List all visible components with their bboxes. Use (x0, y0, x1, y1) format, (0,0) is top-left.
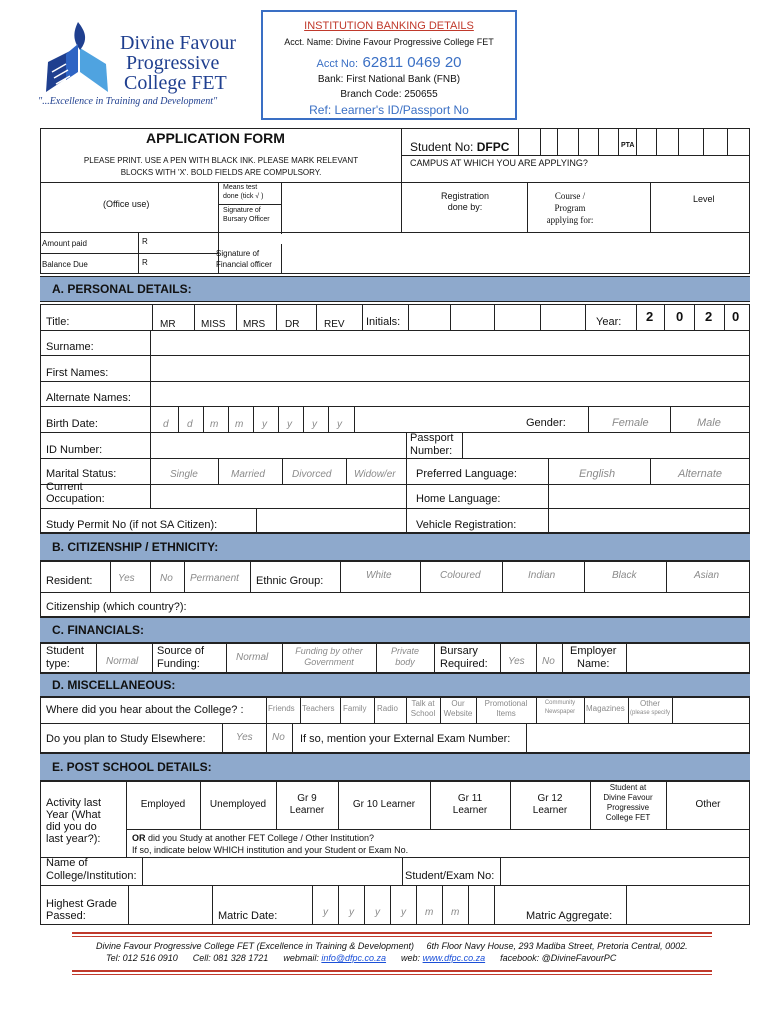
ethnic-white[interactable]: White (366, 570, 392, 581)
employer-label-2: Name: (577, 658, 610, 670)
footer-webmail-link[interactable]: info@dfpc.co.za (321, 953, 387, 963)
hear-other-2[interactable]: (please specify (629, 710, 671, 716)
footer-web-link[interactable]: www.dfpc.co.za (422, 953, 486, 963)
footer-top-rule (72, 932, 712, 934)
means-test-label-2: done (tick √ ) (223, 193, 264, 200)
resident-permanent[interactable]: Permanent (190, 573, 239, 584)
campus-label: CAMPUS AT WHICH YOU ARE APPLYING? (410, 158, 588, 168)
banking-acct-name: Acct. Name: Divine Favour Progressive College FET (284, 37, 494, 47)
year-digit-3[interactable]: 2 (705, 309, 713, 324)
title-option-mrs[interactable]: MRS (243, 319, 266, 330)
balance-due-label: Balance Due (42, 260, 88, 269)
passport-label-2: Number: (410, 445, 453, 457)
bursary-signature-label-2: Bursary Officer (223, 216, 270, 223)
birth-day-1[interactable]: d (163, 419, 169, 430)
birth-month-1[interactable]: m (210, 419, 219, 430)
matric-month-1[interactable]: m (425, 907, 434, 918)
banking-acct-no: 62811 0469 20 (362, 54, 462, 71)
activity-student-at-1[interactable]: Student at (609, 783, 647, 792)
hear-teachers[interactable]: Teachers (302, 704, 335, 713)
ethnic-group-label: Ethnic Group: (256, 575, 324, 587)
or-text: did you Study at another FET College / Other Institution? (145, 833, 374, 843)
student-type-normal[interactable]: Normal (106, 656, 139, 667)
book-flame-icon (36, 14, 126, 104)
year-label: Year: (596, 316, 622, 328)
student-exam-no-input[interactable] (501, 858, 749, 884)
birth-year-4[interactable]: y (337, 419, 342, 430)
hear-talk-2[interactable]: School (410, 709, 436, 718)
matric-year-3[interactable]: y (375, 907, 380, 918)
hear-magazines[interactable]: Magazines (586, 704, 625, 713)
footer-facebook[interactable]: facebook: @DivineFavourPC (500, 953, 617, 963)
bursary-no[interactable]: No (542, 656, 555, 667)
section-misc-title: D. MISCELLANEOUS: (52, 678, 176, 692)
or-bold: OR (132, 833, 146, 843)
activity-label-4: last year?): (46, 833, 101, 845)
activity-gr12-2[interactable]: Learner (532, 805, 568, 816)
matric-year-4[interactable]: y (401, 907, 406, 918)
year-digit-2[interactable]: 0 (676, 309, 684, 324)
birth-day-2[interactable]: d (187, 419, 193, 430)
passport-input[interactable] (463, 433, 749, 458)
title-option-rev[interactable]: REV (324, 319, 345, 330)
banking-acct-no-row (263, 54, 515, 72)
hear-community-1[interactable]: Community (544, 700, 576, 706)
form-instructions-1: PLEASE PRINT. USE A PEN WITH BLACK INK. PLEASE MARK RELEVANT (83, 156, 359, 165)
highest-grade-input[interactable] (129, 886, 211, 924)
birth-year-1[interactable]: y (262, 419, 267, 430)
matric-month-2[interactable]: m (451, 907, 460, 918)
college-name-input[interactable] (143, 858, 401, 884)
activity-student-at-3[interactable]: Progressive (606, 803, 650, 812)
gender-female[interactable]: Female (612, 417, 649, 429)
hear-promo-2[interactable]: Items (496, 709, 516, 718)
footer-line2 (106, 954, 616, 964)
logo-name-line3: College FET (124, 72, 227, 94)
ethnic-black[interactable]: Black (612, 570, 637, 581)
citizenship-label: Citizenship (which country?): (46, 601, 187, 613)
balance-due-r[interactable]: R (142, 258, 148, 267)
exam-number-label: If so, mention your External Exam Number: (300, 733, 511, 745)
matric-year-2[interactable]: y (349, 907, 354, 918)
preferred-language-label: Preferred Language: (416, 468, 517, 480)
funding-private-1[interactable]: Private (390, 646, 419, 656)
college-name-label-1: Name of (46, 857, 88, 869)
if-so-instruction: If so, indicate below WHICH institution and your Student or Exam No. (132, 845, 409, 855)
hear-website-1[interactable]: Our (451, 699, 465, 708)
birth-date-label: Birth Date: (46, 418, 98, 430)
course-label-2: Program (554, 203, 586, 213)
activity-unemployed[interactable]: Unemployed (209, 799, 267, 810)
activity-student-at-2[interactable]: Divine Favour (603, 793, 653, 802)
footer-tel: Tel: 012 516 0910 (106, 953, 178, 963)
passport-label-1: Passport (410, 432, 454, 444)
banking-ref: Ref: Learner's ID/Passport No (309, 103, 469, 117)
activity-label-3: did you do (46, 821, 97, 833)
activity-student-at-4[interactable]: College FET (605, 813, 651, 822)
marital-single[interactable]: Single (170, 469, 198, 480)
section-personal-title: A. PERSONAL DETAILS: (52, 282, 192, 296)
section-financials-title: C. FINANCIALS: (52, 623, 144, 637)
citizenship-input[interactable] (200, 593, 748, 616)
level-label: Level (693, 194, 715, 204)
student-no-label-text: Student No: (410, 140, 474, 154)
footer-cell: Cell: 081 328 1721 (192, 953, 269, 963)
activity-gr11-2[interactable]: Learner (452, 805, 488, 816)
occupation-label-1: Current (46, 481, 83, 493)
title-option-mr[interactable]: MR (160, 319, 176, 330)
home-language-label: Home Language: (416, 493, 501, 505)
title-label: Title: (46, 316, 70, 328)
language-english[interactable]: English (579, 468, 616, 480)
logo-name-line2: Progressive (126, 52, 220, 74)
hear-friends[interactable]: Friends (268, 704, 295, 713)
matric-aggregate-label: Matric Aggregate: (526, 910, 613, 922)
title-option-miss[interactable]: MISS (201, 319, 226, 330)
first-names-label: First Names: (46, 367, 109, 379)
id-number-input[interactable] (151, 433, 405, 458)
banking-branch: Branch Code: 250655 (340, 89, 438, 100)
marital-divorced[interactable]: Divorced (292, 469, 332, 480)
logo-name-line1: Divine Favour (120, 32, 237, 54)
birth-year-2[interactable]: y (287, 419, 292, 430)
first-names-input[interactable] (151, 356, 749, 381)
source-funding-label-1: Source of (157, 645, 205, 657)
bursary-label-1: Bursary (440, 645, 478, 657)
occupation-label-2: Occupation: (46, 493, 105, 505)
activity-gr12-1[interactable]: Gr 12 (537, 793, 563, 804)
registration-label-2: done by: (447, 202, 483, 212)
ethnic-indian[interactable]: Indian (528, 570, 556, 581)
matric-aggregate-input[interactable] (627, 886, 749, 924)
ethnic-coloured[interactable]: Coloured (440, 570, 481, 581)
elsewhere-yes[interactable]: Yes (236, 732, 253, 743)
section-post-school-title: E. POST SCHOOL DETAILS: (52, 760, 212, 774)
hear-website-2[interactable]: Website (443, 709, 473, 718)
marital-widower[interactable]: Widow/er (354, 469, 396, 480)
footer-bottom-rule (72, 970, 712, 972)
college-logo (36, 14, 246, 114)
means-test-label-1: Means test (223, 184, 258, 191)
resident-yes[interactable]: Yes (118, 573, 135, 584)
vehicle-registration-label: Vehicle Registration: (416, 519, 517, 531)
resident-label: Resident: (46, 575, 93, 587)
funding-normal[interactable]: Normal (236, 652, 269, 663)
birth-month-2[interactable]: m (235, 419, 244, 430)
pta-label: PTA (621, 142, 635, 149)
year-digit-1[interactable]: 2 (646, 309, 654, 324)
section-financials-header (40, 617, 750, 643)
form-instructions-2: BLOCKS WITH 'X'. BOLD FIELDS ARE COMPULSORY. (120, 168, 322, 177)
title-option-dr[interactable]: DR (285, 319, 300, 330)
form-title: APPLICATION FORM (146, 130, 285, 146)
other-institution-question (132, 834, 374, 844)
funding-private-2[interactable]: body (395, 657, 415, 667)
hear-other-1[interactable]: Other (639, 699, 660, 708)
study-permit-label: Study Permit No (if not SA Citizen): (46, 519, 218, 531)
gender-label: Gender: (526, 417, 566, 429)
initials-label: Initials: (366, 316, 401, 328)
section-post-school-header (40, 753, 750, 781)
banking-bank: Bank: First National Bank (FNB) (317, 74, 461, 85)
activity-other[interactable]: Other (695, 799, 721, 810)
activity-employed[interactable]: Employed (140, 799, 186, 810)
footer-top-rule-2 (72, 936, 712, 937)
marital-married[interactable]: Married (231, 469, 265, 480)
resident-no[interactable]: No (160, 573, 173, 584)
financial-signature-label-2: Financial officer (216, 260, 272, 269)
hear-radio[interactable]: Radio (377, 704, 398, 713)
source-funding-label-2: Funding: (157, 658, 200, 670)
student-type-label-2: type: (46, 658, 70, 670)
funding-government-2[interactable]: Government (304, 657, 354, 667)
occupation-input[interactable] (151, 485, 405, 508)
office-use-label: (Office use) (103, 199, 150, 209)
footer-college: Divine Favour Progressive College FET (Excellence in Training & Development) (96, 941, 414, 951)
banking-details-box (261, 10, 517, 120)
year-digit-4[interactable]: 0 (732, 309, 740, 324)
footer-bottom-rule-2 (72, 974, 712, 975)
financial-signature-label-1: Signature of (216, 249, 260, 258)
footer-webmail-label: webmail: (283, 953, 319, 963)
section-citizenship-title: B. CITIZENSHIP / ETHNICITY: (52, 540, 219, 554)
footer-line1 (96, 942, 688, 952)
home-language-input[interactable] (549, 485, 749, 508)
hear-family[interactable]: Family (343, 704, 367, 713)
course-label-3: applying for: (546, 215, 594, 225)
highest-grade-label-2: Passed: (46, 910, 86, 922)
logo-tagline: "...Excellence in Training and Development" (38, 96, 218, 107)
bursary-yes[interactable]: Yes (508, 656, 525, 667)
employer-label-1: Employer (570, 645, 617, 657)
birth-year-3[interactable]: y (312, 419, 317, 430)
id-number-label: ID Number: (46, 444, 103, 456)
activity-label-2: Year (What (46, 809, 101, 821)
amount-paid-r[interactable]: R (142, 237, 148, 246)
highest-grade-label-1: Highest Grade (46, 898, 117, 910)
gender-male[interactable]: Male (697, 417, 721, 429)
activity-gr10[interactable]: Gr 10 Learner (352, 799, 416, 810)
language-alternate[interactable]: Alternate (678, 468, 723, 480)
ethnic-asian[interactable]: Asian (694, 570, 720, 581)
vehicle-registration-input[interactable] (549, 509, 749, 533)
matric-year-1[interactable]: y (323, 907, 328, 918)
activity-gr11-1[interactable]: Gr 11 (457, 793, 483, 804)
bursary-label-2: Required: (440, 658, 488, 670)
hear-community-2[interactable]: Newspaper (544, 709, 576, 715)
course-label-1: Course / (554, 191, 586, 201)
exam-number-input[interactable] (527, 724, 749, 752)
section-citizenship-header (40, 533, 750, 561)
amount-paid-label: Amount paid (42, 239, 87, 248)
elsewhere-no[interactable]: No (272, 732, 285, 743)
college-name-label-2: College/Institution: (46, 870, 137, 882)
student-type-label-1: Student (46, 645, 84, 657)
marital-status-label: Marital Status: (46, 468, 117, 480)
footer-address: 6th Floor Navy House, 293 Madiba Street, Pretoria Central, 0002. (426, 941, 688, 951)
employer-input[interactable] (627, 644, 749, 672)
hear-promo-1[interactable]: Promotional (484, 699, 528, 708)
hear-about-label: Where did you hear about the College? : (46, 704, 244, 716)
student-exam-no-label: Student/Exam No: (405, 870, 495, 882)
banking-title: INSTITUTION BANKING DETAILS (304, 20, 474, 32)
registration-label-1: Registration (440, 191, 490, 201)
section-misc-header (40, 673, 750, 697)
footer-web-label: web: (401, 953, 421, 963)
section-personal-header (40, 276, 750, 302)
banking-acct-no-label: Acct No: (316, 58, 359, 70)
alternate-names-label: Alternate Names: (46, 392, 131, 404)
study-permit-input[interactable] (257, 509, 405, 533)
bursary-signature-label-1: Signature of (223, 207, 261, 214)
activity-gr9-1[interactable]: Gr 9 (297, 793, 317, 804)
surname-input[interactable] (151, 331, 749, 355)
student-no-label (410, 141, 509, 154)
surname-label: Surname: (46, 341, 94, 353)
student-no-prefix: DFPC (476, 140, 510, 154)
alternate-names-input[interactable] (151, 382, 749, 406)
hear-talk-1[interactable]: Talk at (411, 699, 435, 708)
study-elsewhere-label: Do you plan to Study Elsewhere: (46, 733, 206, 745)
activity-gr9-2[interactable]: Learner (289, 805, 325, 816)
matric-date-label: Matric Date: (218, 910, 278, 922)
activity-label-1: Activity last (46, 797, 102, 809)
funding-government-1[interactable]: Funding by other (295, 646, 363, 656)
